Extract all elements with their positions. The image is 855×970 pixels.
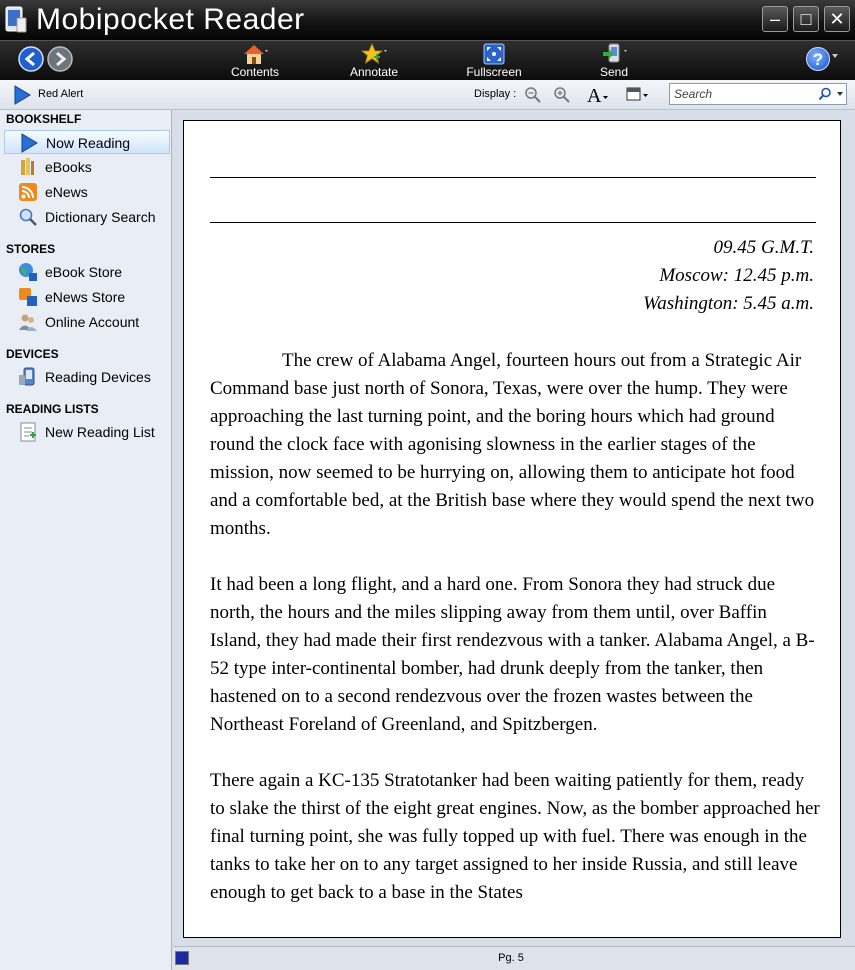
sidebar-item-now-reading[interactable] — [4, 130, 170, 154]
forward-button[interactable] — [47, 46, 73, 72]
reading-device-icon — [18, 367, 38, 387]
home-icon — [241, 42, 269, 66]
sidebar-item-online-account[interactable] — [4, 310, 170, 334]
sidebar-item-label: eBooks — [45, 159, 92, 175]
back-arrow-icon — [18, 46, 44, 72]
now-reading-play-icon — [12, 85, 32, 105]
paragraph: There again a KC-135 Stratotanker had been waiting patiently for them, ready to slake the thirst of the eight great engines. Now, as the bomber approached her final turning point, she was fully topped up with fuel. There was enough in the tanks to take her on to any target assigned to her inside Russia, and still leave enough to get back to a base in the States — [210, 770, 820, 903]
close-button[interactable]: ✕ — [824, 6, 850, 32]
send-device-icon — [600, 42, 628, 66]
page-layout-icon[interactable] — [625, 84, 651, 106]
sidebar-item-enews[interactable] — [4, 180, 170, 204]
maximize-button[interactable]: □ — [793, 6, 819, 32]
paragraph: The crew of Alabama Angel, fourteen hours out from a Strategic Air Command base just north of Sonora, Texas, were over the hump. They were approaching the last turning point, and the boring hours which had ground round the clock face with agonising slowness in the earlier stages of the mission, now seemed to be hurrying on, allowing them to anticipate hot food and a comfortable bed, at the British base where they would spend the next two months. — [210, 350, 815, 539]
send-label: Send — [599, 65, 629, 79]
forward-arrow-icon — [47, 46, 73, 72]
contents-label: Contents — [230, 65, 280, 79]
sidebar-item-dictionary-search[interactable] — [4, 205, 170, 229]
reader-subbar — [0, 80, 855, 110]
annotate-label: Annotate — [349, 65, 399, 79]
paragraph: It had been a long flight, and a hard one. From Sonora they had struck due north, the hours and the miles slipping away from them until, over Baffin Island, they had made their first rendezvous with a tanker. Alabama Angel, a B-52 type inter-continental bomber, had drunk deeply from the tanker, then hastened on to a second rendezvous over the frozen wastes between the Northeast Foreland of Greenland, and Spitzbergen. — [210, 574, 815, 735]
main-toolbar — [0, 40, 855, 80]
sidebar-item-label: eBook Store — [45, 264, 123, 280]
font-size-icon[interactable] — [585, 84, 611, 106]
time-line-washington: Washington: 5.45 a.m. — [643, 293, 814, 314]
help-dropdown-caret-icon[interactable] — [832, 54, 838, 58]
search-input[interactable] — [674, 86, 814, 102]
news-store-icon — [18, 287, 38, 307]
separator-line — [210, 222, 816, 223]
app-logo-icon — [4, 6, 28, 34]
send-button[interactable] — [569, 41, 659, 81]
sidebar-item-ebook-store[interactable] — [4, 260, 170, 284]
fullscreen-label: Fullscreen — [466, 65, 522, 79]
sidebar-item-label: Now Reading — [46, 135, 131, 151]
app-title: Mobipocket Reader — [36, 3, 305, 36]
globe-store-icon — [18, 262, 38, 282]
status-bar — [173, 946, 855, 970]
star-annotate-icon — [360, 42, 388, 66]
separator-line — [210, 177, 816, 178]
sidebar-item-label: eNews — [45, 184, 88, 200]
section-reading-lists: READING LISTS — [6, 402, 99, 416]
display-label: Display : — [474, 88, 517, 100]
section-devices: DEVICES — [6, 347, 59, 361]
time-line-gmt: 09.45 G.M.T. — [713, 237, 814, 258]
zoom-out-icon[interactable] — [522, 84, 544, 106]
magnifier-icon — [18, 207, 38, 227]
sidebar-item-label: Online Account — [45, 314, 140, 330]
books-icon — [18, 157, 38, 177]
minimize-button[interactable]: – — [762, 6, 788, 32]
search-icon[interactable] — [818, 87, 832, 101]
title-bar — [0, 0, 855, 40]
sidebar-item-enews-store[interactable] — [4, 285, 170, 309]
fullscreen-button[interactable] — [449, 41, 539, 81]
annotate-button[interactable] — [329, 41, 419, 81]
sidebar — [0, 110, 172, 970]
play-icon — [19, 133, 39, 153]
rss-feed-icon — [18, 182, 38, 202]
sidebar-item-label: New Reading List — [45, 424, 155, 440]
sidebar-item-label: eNews Store — [45, 289, 126, 305]
book-title: Red Alert — [38, 88, 84, 100]
search-box — [669, 83, 847, 105]
search-dropdown-caret-icon[interactable] — [837, 92, 843, 96]
zoom-in-icon[interactable] — [551, 84, 573, 106]
sidebar-item-label: Dictionary Search — [45, 209, 156, 225]
svg-text:A: A — [587, 85, 602, 106]
sidebar-item-reading-devices[interactable] — [4, 365, 170, 389]
contents-button[interactable] — [210, 41, 300, 81]
users-account-icon — [18, 312, 38, 332]
sidebar-item-new-reading-list[interactable] — [4, 420, 170, 444]
new-list-icon — [18, 422, 38, 442]
page-number: Pg. 5 — [498, 952, 524, 964]
book-page[interactable] — [183, 120, 841, 938]
back-button[interactable] — [18, 46, 44, 72]
section-stores: STORES — [6, 242, 56, 256]
reader-pane — [173, 110, 855, 946]
help-button[interactable]: ? — [806, 47, 830, 71]
sidebar-item-ebooks[interactable] — [4, 155, 170, 179]
fullscreen-icon — [480, 42, 508, 66]
section-bookshelf: BOOKSHELF — [6, 112, 82, 126]
time-line-moscow: Moscow: 12.45 p.m. — [659, 265, 814, 286]
sidebar-item-label: Reading Devices — [45, 369, 151, 385]
